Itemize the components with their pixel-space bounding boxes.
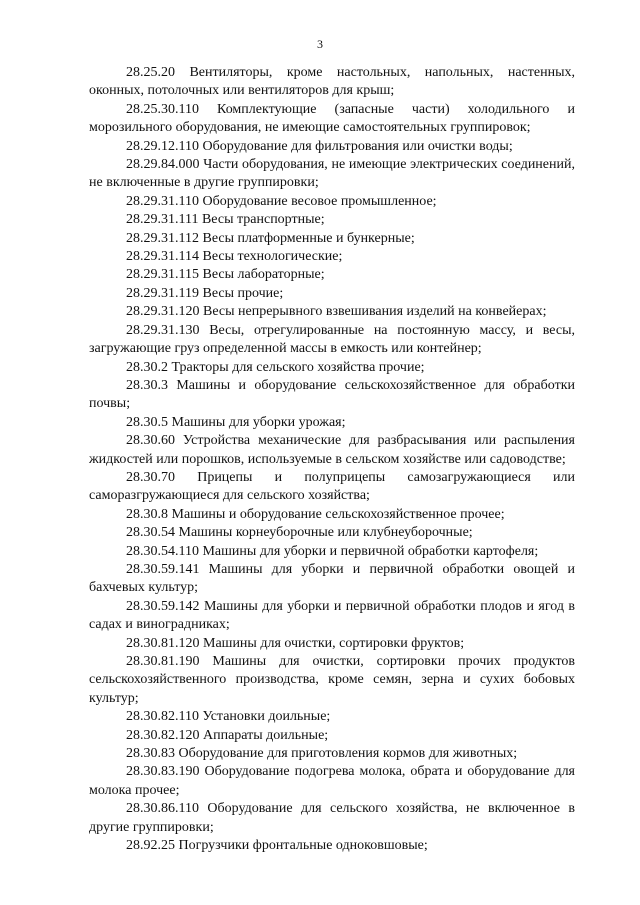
list-item: 28.29.31.119 Весы прочие; [126,285,284,301]
list-item: 28.30.54.110 Машины для уборки и первичной обработки картофеля; [126,543,539,559]
list-item: 28.30.70 Прицепы и полуприцепы самозагружающиеся или саморазгружающиеся для сельского хозяйства; [89,469,575,504]
list-item: 28.30.59.142 Машины для уборки и первичной обработки плодов и ягод в садах и виноградниках; [89,598,575,633]
list-item: 28.30.59.141 Машины для уборки и первичной обработки овощей и бахчевых культур; [89,561,575,596]
list-item: 28.29.31.111 Весы транспортные; [126,212,325,228]
document-body [89,64,575,855]
list-item: 28.30.83 Оборудование для приготовления кормов для животных; [126,746,518,762]
list-item: 28.29.84.000 Части оборудования, не имеющие электрических соединений, не включенные в другие группировки; [89,157,575,191]
list-item: 28.29.31.115 Весы лабораторные; [126,267,325,283]
list-item: 28.29.12.110 Оборудование для фильтрования или очистки воды; [126,138,513,154]
list-item: 28.29.31.110 Оборудование весовое промышленное; [126,193,437,209]
list-item: 28.30.3 Машины и оборудование сельскохозяйственное для обработки почвы; [89,377,575,412]
list-item: 28.30.2 Тракторы для сельского хозяйства прочие; [126,359,425,375]
list-item: 28.25.30.110 Комплектующие (запасные части) холодильного и морозильного оборудования, не имеющие самостоятельных группировок; [89,101,575,136]
list-item: 28.30.81.190 Машины для очистки, сортировки прочих продуктов сельскохозяйственного производства, кроме семян, зерна и сухих бобовых культур; [89,654,575,706]
list-item: 28.30.54 Машины корнеуборочные или клубнеуборочные; [126,525,473,541]
list-item: 28.30.60 Устройства механические для разбрасывания или распыления жидкостей или порошков, используемые в сельском хозяйстве или садоводстве; [89,433,575,467]
list-item: 28.29.31.112 Весы платформенные и бункерные; [126,230,415,246]
list-item: 28.30.86.110 Оборудование для сельского хозяйства, не включенное в другие группировки; [89,801,575,835]
list-item: 28.30.5 Машины для уборки урожая; [126,414,346,430]
page-number: 3 [317,37,323,51]
list-item: 28.30.82.120 Аппараты доильные; [126,727,329,743]
list-item: 28.29.31.120 Весы непрерывного взвешивания изделий на конвейерах; [126,304,547,320]
list-item: 28.30.82.110 Установки доильные; [126,709,331,725]
list-item: 28.29.31.114 Весы технологические; [126,249,343,265]
list-item: 28.30.8 Машины и оборудование сельскохозяйственное прочее; [126,506,505,522]
list-item: 28.29.31.130 Весы, отрегулированные на постоянную массу, и весы, загружающие груз определенной массы в емкость или контейнер; [89,322,575,357]
list-item: 28.25.20 Вентиляторы, кроме настольных, напольных, настенных, оконных, потолочных или вентиляторов для крыш; [89,65,575,99]
list-item: 28.30.83.190 Оборудование подогрева молока, обрата и оборудование для молока прочее; [89,764,575,798]
list-item: 28.92.25 Погрузчики фронтальные одноковшовые; [126,838,428,854]
list-item: 28.30.81.120 Машины для очистки, сортировки фруктов; [126,635,465,651]
